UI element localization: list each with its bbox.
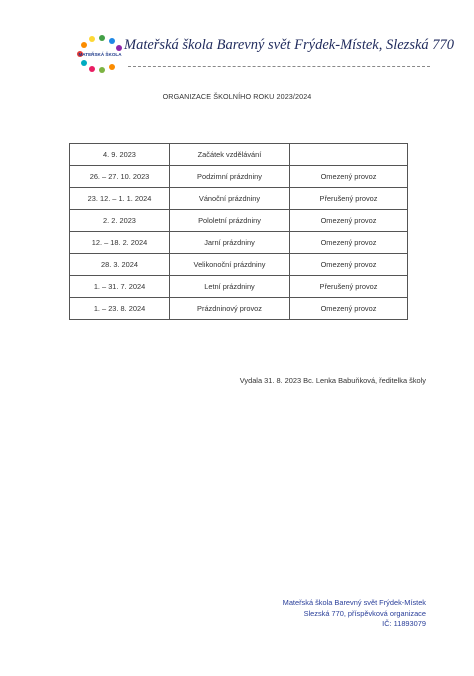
stamp-line-2: Slezská 770, příspěvková organizace [303,608,426,618]
school-year-schedule-table [69,143,408,320]
event-cell: Začátek vzdělávání [170,144,290,166]
table-row [70,254,408,276]
table-row [70,210,408,232]
table-row [70,276,408,298]
document-title: ORGANIZACE ŠKOLNÍHO ROKU 2023/2024 [162,92,312,101]
date-cell: 1. – 31. 7. 2024 [70,276,170,298]
table-row [70,144,408,166]
event-cell: Pololetní prázdniny [170,210,290,232]
table-row [70,232,408,254]
operation-note-cell: Omezený provoz [290,210,408,232]
event-cell: Letní prázdniny [170,276,290,298]
stamp-line-1: Mateřská škola Barevný svět Frýdek-Místek [282,598,426,607]
school-logo [72,34,128,74]
operation-note-cell: Omezený provoz [290,166,408,188]
issued-by-note: Vydala 31. 8. 2023 Bc. Lenka Babuňková, ředitelka školy [239,376,426,385]
event-cell: Vánoční prázdniny [170,188,290,210]
operation-note-cell: Omezený provoz [290,232,408,254]
operation-note-cell: Omezený provoz [290,298,408,320]
date-cell: 1. – 23. 8. 2024 [70,298,170,320]
operation-note-cell: Omezený provoz [290,254,408,276]
table-row [70,298,408,320]
header-divider [128,66,430,67]
logo-text: MATEŘSKÁ ŠKOLA [78,52,122,57]
date-cell: 2. 2. 2023 [70,210,170,232]
stamp-line-3: IČ: 11893079 [382,619,426,628]
table-row [70,166,408,188]
event-cell: Prázdninový provoz [170,298,290,320]
table-row [70,188,408,210]
event-cell: Jarní prázdniny [170,232,290,254]
school-stamp [283,598,426,630]
event-cell: Podzimní prázdniny [170,166,290,188]
date-cell: 12. – 18. 2. 2024 [70,232,170,254]
operation-note-cell [290,144,408,166]
date-cell: 23. 12. – 1. 1. 2024 [70,188,170,210]
date-cell: 4. 9. 2023 [70,144,170,166]
operation-note-cell: Přerušený provoz [290,276,408,298]
operation-note-cell: Přerušený provoz [290,188,408,210]
date-cell: 26. – 27. 10. 2023 [70,166,170,188]
event-cell: Velikonoční prázdniny [170,254,290,276]
date-cell: 28. 3. 2024 [70,254,170,276]
school-name-header: Mateřská škola Barevný svět Frýdek-Místek, Slezská 770 [124,37,455,53]
